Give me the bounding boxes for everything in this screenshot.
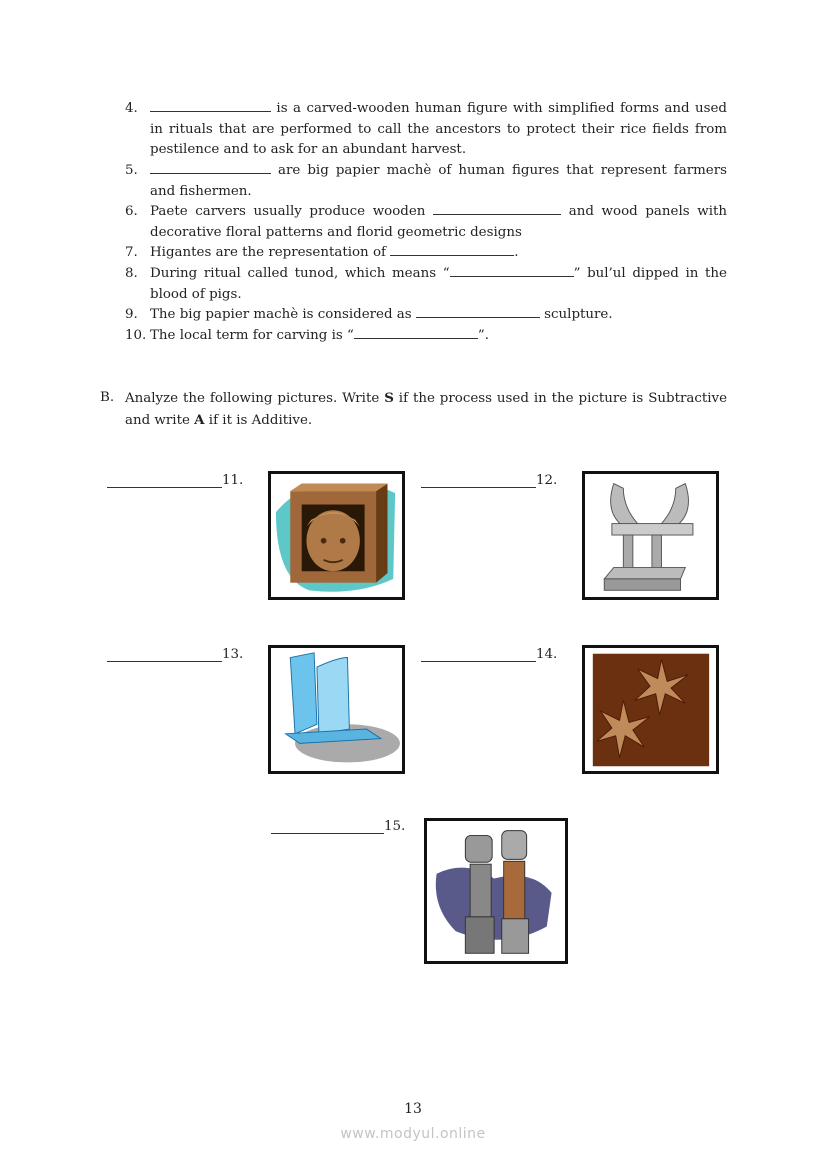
question-label: 13.	[222, 647, 244, 662]
picture-metal-robot-figures	[424, 818, 568, 964]
answer-15[interactable]	[271, 819, 405, 834]
item-number: 6.	[125, 204, 138, 219]
answer-blank[interactable]	[150, 161, 271, 174]
picture-horned-pillar-sculpture	[582, 471, 719, 600]
question-label: 12.	[536, 473, 558, 488]
answer-blank[interactable]	[271, 819, 384, 834]
item-text: ”.	[477, 328, 489, 343]
answer-blank[interactable]	[450, 264, 574, 277]
item-text: The big papier machè is considered as	[150, 307, 416, 322]
item-number: 10.	[125, 328, 147, 343]
answer-blank[interactable]	[416, 305, 540, 318]
question-item	[125, 326, 727, 347]
item-text: .	[514, 245, 519, 260]
item-text: ” bul’ul dipped in the blood of pigs.	[150, 266, 727, 302]
section-b-instructions	[100, 388, 727, 431]
answer-14[interactable]	[421, 647, 557, 662]
question-item	[125, 161, 727, 202]
item-number: 8.	[125, 266, 138, 281]
item-text: is a carved-wooden human figure with simplified forms and used in rituals that are performed to call the ancestors to protect their rice fields from pestilence and to ask for an abundant harvest.	[150, 101, 727, 158]
picture-carved-wooden-face-box	[268, 471, 405, 600]
answer-blank[interactable]	[354, 326, 478, 339]
instr-text: if it is Additive.	[204, 412, 313, 428]
page-number: 13	[404, 1101, 422, 1117]
section-letter: B.	[100, 390, 115, 405]
item-text: are big papier machè of human figures that represent farmers and fishermen.	[150, 163, 727, 199]
answer-blank[interactable]	[433, 202, 561, 215]
question-item	[125, 264, 727, 305]
item-text: Paete carvers usually produce wooden	[150, 204, 434, 219]
question-label: 14.	[536, 647, 558, 662]
answer-12[interactable]	[421, 473, 557, 488]
item-text: sculpture.	[539, 307, 613, 322]
answer-blank[interactable]	[421, 647, 536, 662]
question-item	[125, 243, 727, 264]
question-item	[125, 202, 727, 243]
instr-text: Analyze the following pictures. Write	[125, 391, 385, 406]
answer-blank[interactable]	[150, 99, 271, 112]
item-text: Higantes are the representation of	[150, 245, 391, 260]
answer-blank[interactable]	[107, 647, 222, 662]
picture-carved-floral-wood-panel	[582, 645, 719, 774]
instr-s: S	[384, 390, 394, 406]
item-text: and wood panels with decorative floral patterns and florid geometric designs	[150, 204, 727, 240]
answer-13[interactable]	[107, 647, 243, 662]
item-number: 9.	[125, 307, 138, 322]
item-number: 4.	[125, 101, 138, 116]
item-number: 5.	[125, 163, 138, 178]
question-item	[125, 99, 727, 161]
question-item	[125, 305, 727, 326]
answer-blank[interactable]	[107, 473, 222, 488]
item-text: During ritual called tunod, which means “	[150, 266, 450, 281]
answer-11[interactable]	[107, 473, 243, 488]
instr-text: if the process used in the picture is Subtractive and write	[125, 391, 727, 428]
picture-blue-glass-sculpture	[268, 645, 405, 774]
question-label: 11.	[222, 473, 244, 488]
item-number: 7.	[125, 245, 138, 260]
question-label: 15.	[384, 819, 406, 834]
watermark: www.modyul.online	[340, 1126, 486, 1142]
answer-blank[interactable]	[421, 473, 536, 488]
item-text: The local term for carving is “	[150, 328, 354, 343]
instr-a: A	[194, 411, 205, 428]
answer-blank[interactable]	[390, 243, 514, 256]
